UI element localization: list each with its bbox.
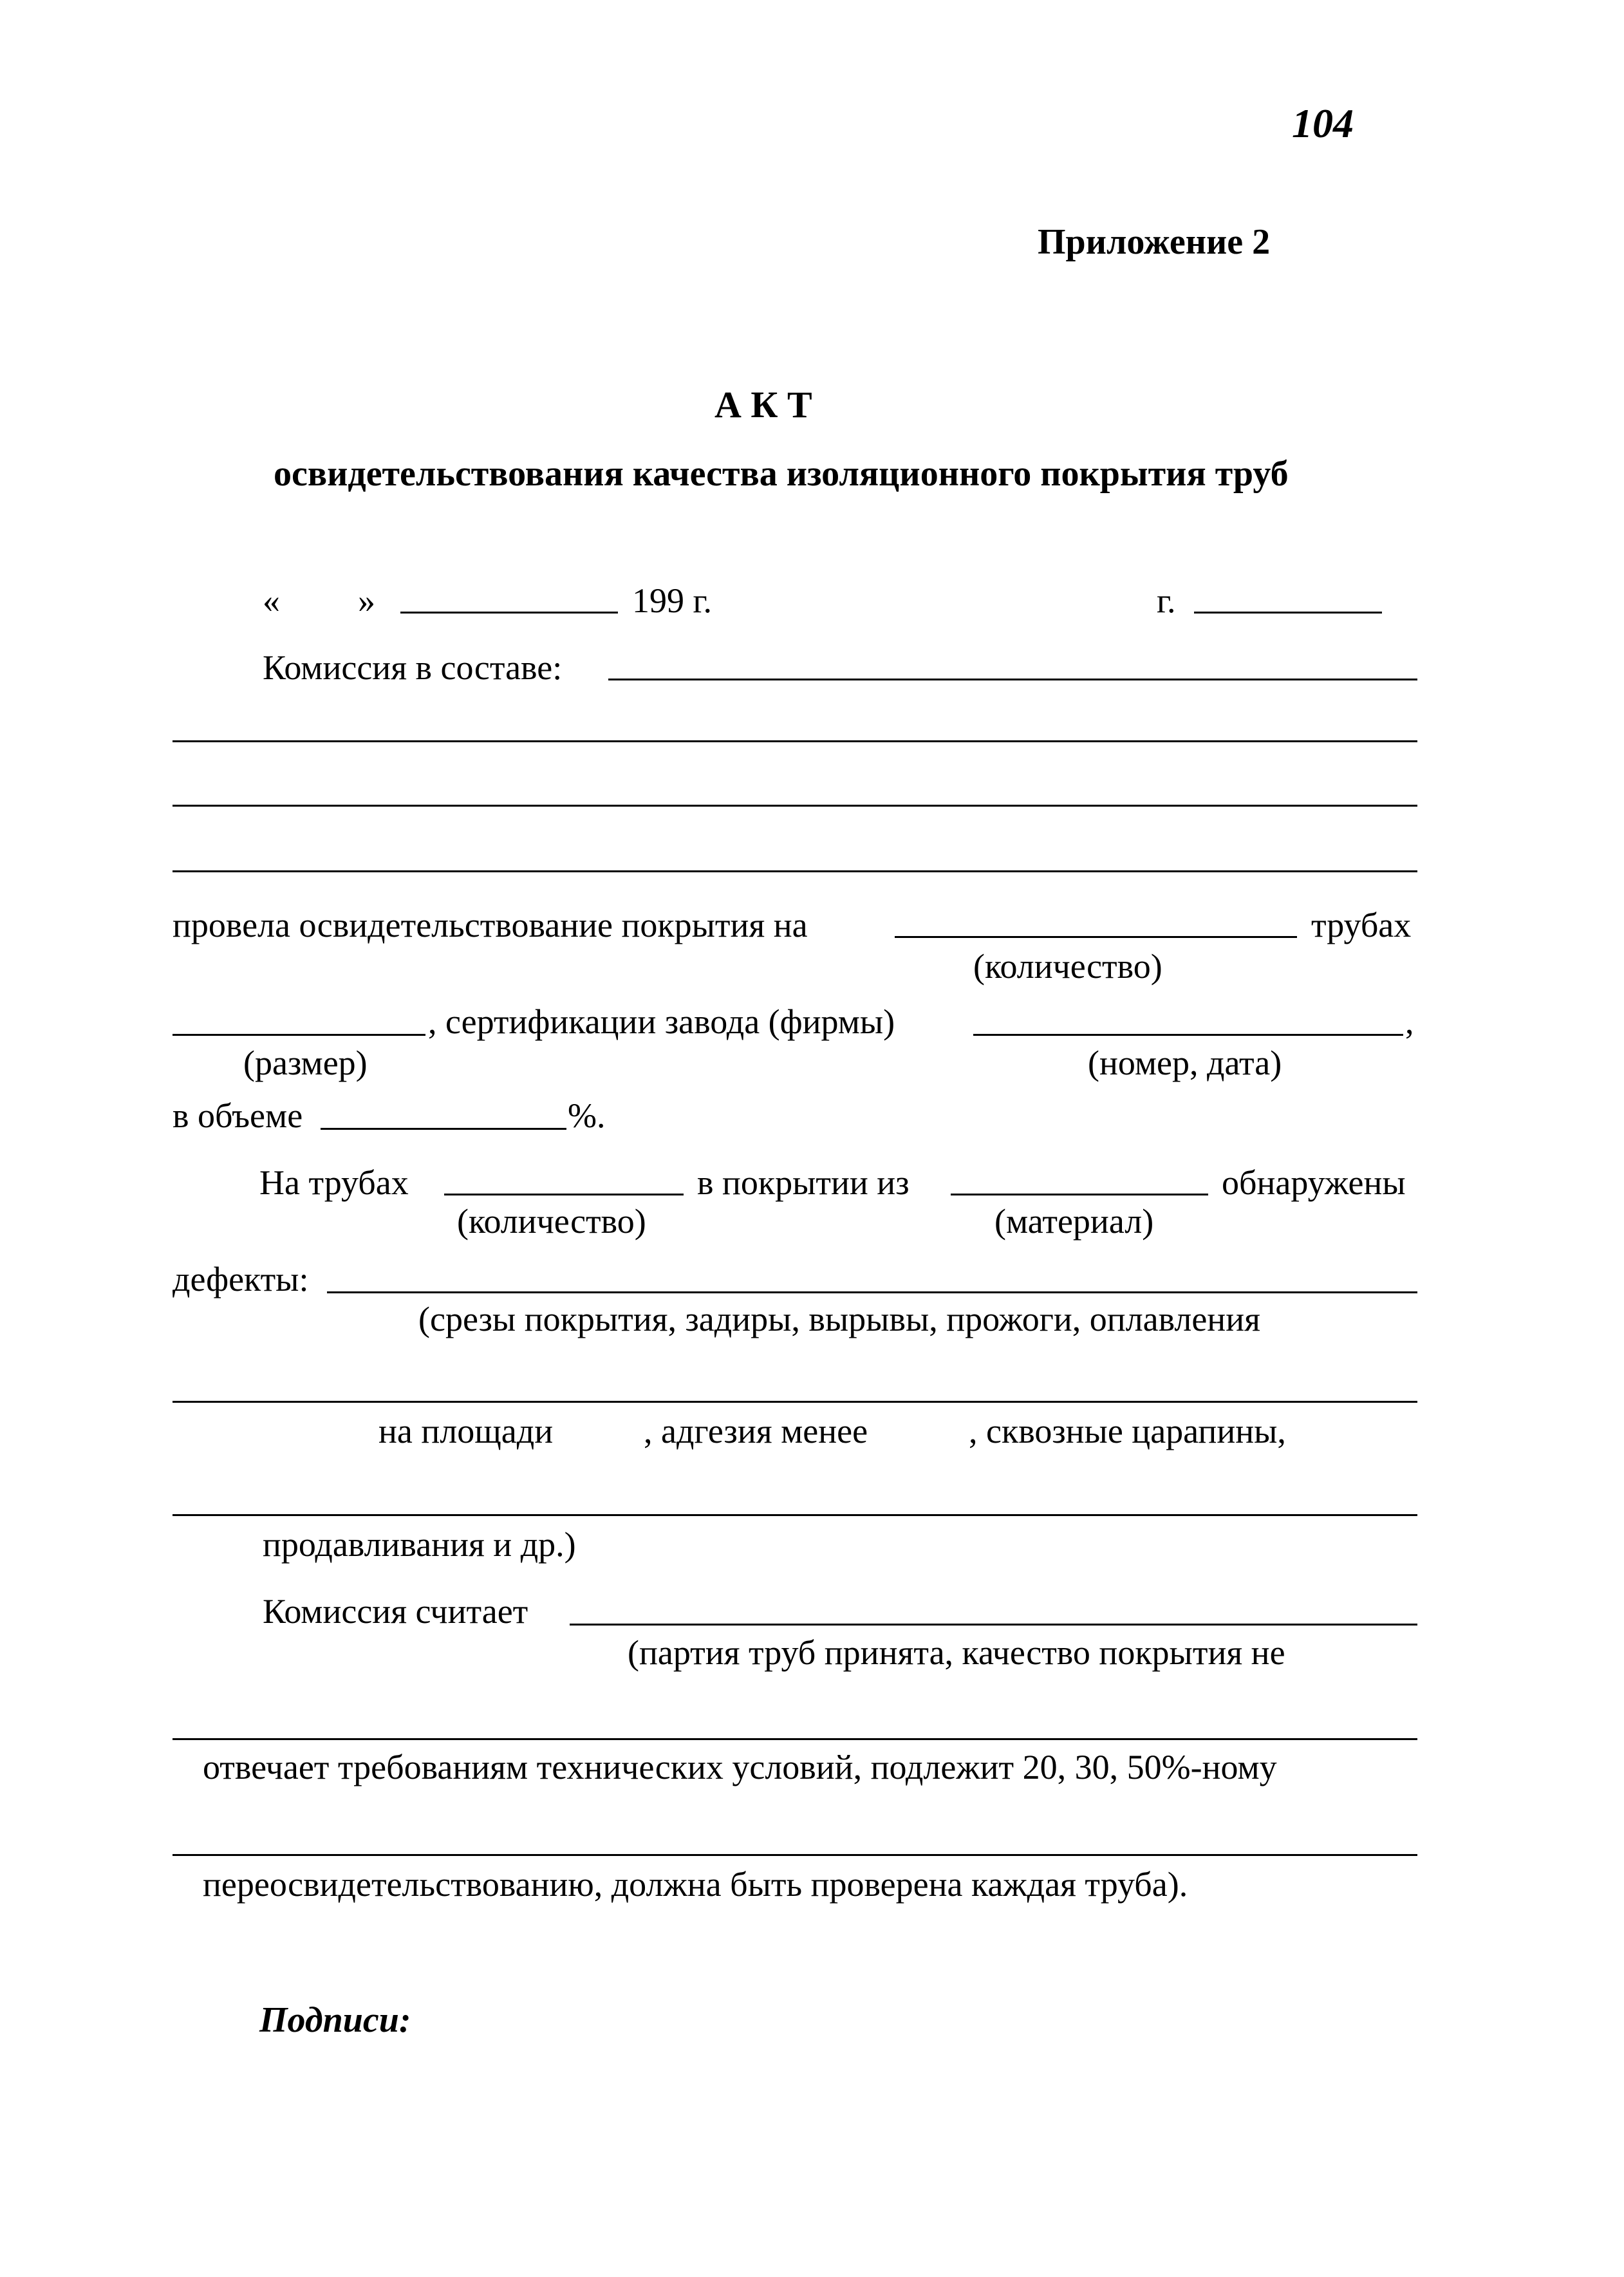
- document-subtitle: освидетельствования качества изоляционного покрытия труб: [274, 454, 1289, 494]
- defects-material-field[interactable]: [951, 1194, 1208, 1195]
- appendix-label: Приложение 2: [1038, 222, 1271, 262]
- defects-area: на площади: [378, 1412, 554, 1450]
- date-year: 199 г.: [632, 581, 713, 620]
- date-month-field[interactable]: [400, 612, 618, 614]
- defects-hint-line3: продавливания и др.): [263, 1525, 576, 1564]
- volume-field[interactable]: [321, 1128, 566, 1130]
- pipes-quantity-field[interactable]: [895, 936, 1297, 938]
- commission-line-2[interactable]: [173, 740, 1417, 742]
- defects-on-pipes: На трубах: [259, 1163, 409, 1202]
- conclusion-line-2[interactable]: [173, 1738, 1417, 1740]
- city-field[interactable]: [1194, 612, 1382, 614]
- defects-quantity-hint: (количество): [457, 1202, 646, 1241]
- conclusion-hint-line3: переосвидетельствованию, должна быть проверена каждая труба).: [203, 1865, 1188, 1904]
- defects-adhesion: , адгезия менее: [644, 1412, 868, 1450]
- defects-scratches: , сквозные царапины,: [969, 1412, 1286, 1450]
- conclusion-hint-line1: (партия труб принята, качество покрытия не: [628, 1633, 1285, 1672]
- quantity-hint: (количество): [973, 947, 1162, 986]
- conclusion-line-3[interactable]: [173, 1854, 1417, 1856]
- volume-percent: %.: [568, 1096, 606, 1135]
- conclusion-field[interactable]: [570, 1624, 1417, 1626]
- volume-label: в объеме: [173, 1096, 303, 1135]
- defects-line-2[interactable]: [173, 1401, 1417, 1403]
- defects-hint-line1: (срезы покрытия, задиры, вырывы, прожоги, оплавления: [418, 1300, 1260, 1338]
- certification-text: , сертификации завода (фирмы): [428, 1002, 895, 1041]
- date-open-quote: «: [263, 581, 280, 620]
- signatures-label: Подписи:: [259, 2000, 411, 2040]
- commission-line-4[interactable]: [173, 870, 1417, 872]
- conclusion-label: Комиссия считает: [263, 1592, 528, 1631]
- defects-label: дефекты:: [173, 1260, 309, 1298]
- inspection-text: провела освидетельствование покрытия на: [173, 906, 808, 944]
- city-prefix: г.: [1157, 581, 1176, 620]
- size-field[interactable]: [173, 1034, 425, 1036]
- pipes-word: трубах: [1311, 906, 1412, 944]
- defects-in-coating: в покрытии из: [697, 1163, 910, 1202]
- number-date-hint: (номер, дата): [1088, 1044, 1282, 1082]
- date-close-quote: »: [358, 581, 375, 620]
- defects-found: обнаружены: [1222, 1163, 1406, 1202]
- commission-line-3[interactable]: [173, 805, 1417, 807]
- defects-field[interactable]: [327, 1291, 1417, 1293]
- certification-field[interactable]: [973, 1034, 1403, 1036]
- defects-material-hint: (материал): [994, 1202, 1154, 1241]
- commission-field[interactable]: [608, 679, 1417, 680]
- certification-comma: ,: [1405, 1002, 1414, 1041]
- document-title: А К Т: [714, 384, 812, 426]
- size-hint: (размер): [243, 1044, 368, 1082]
- defects-quantity-field[interactable]: [444, 1194, 684, 1195]
- commission-label: Комиссия в составе:: [263, 648, 563, 687]
- page-number: 104: [1292, 100, 1354, 146]
- defects-line-3[interactable]: [173, 1514, 1417, 1516]
- conclusion-hint-line2: отвечает требованиям технических условий, подлежит 20, 30, 50%-ному: [203, 1748, 1277, 1786]
